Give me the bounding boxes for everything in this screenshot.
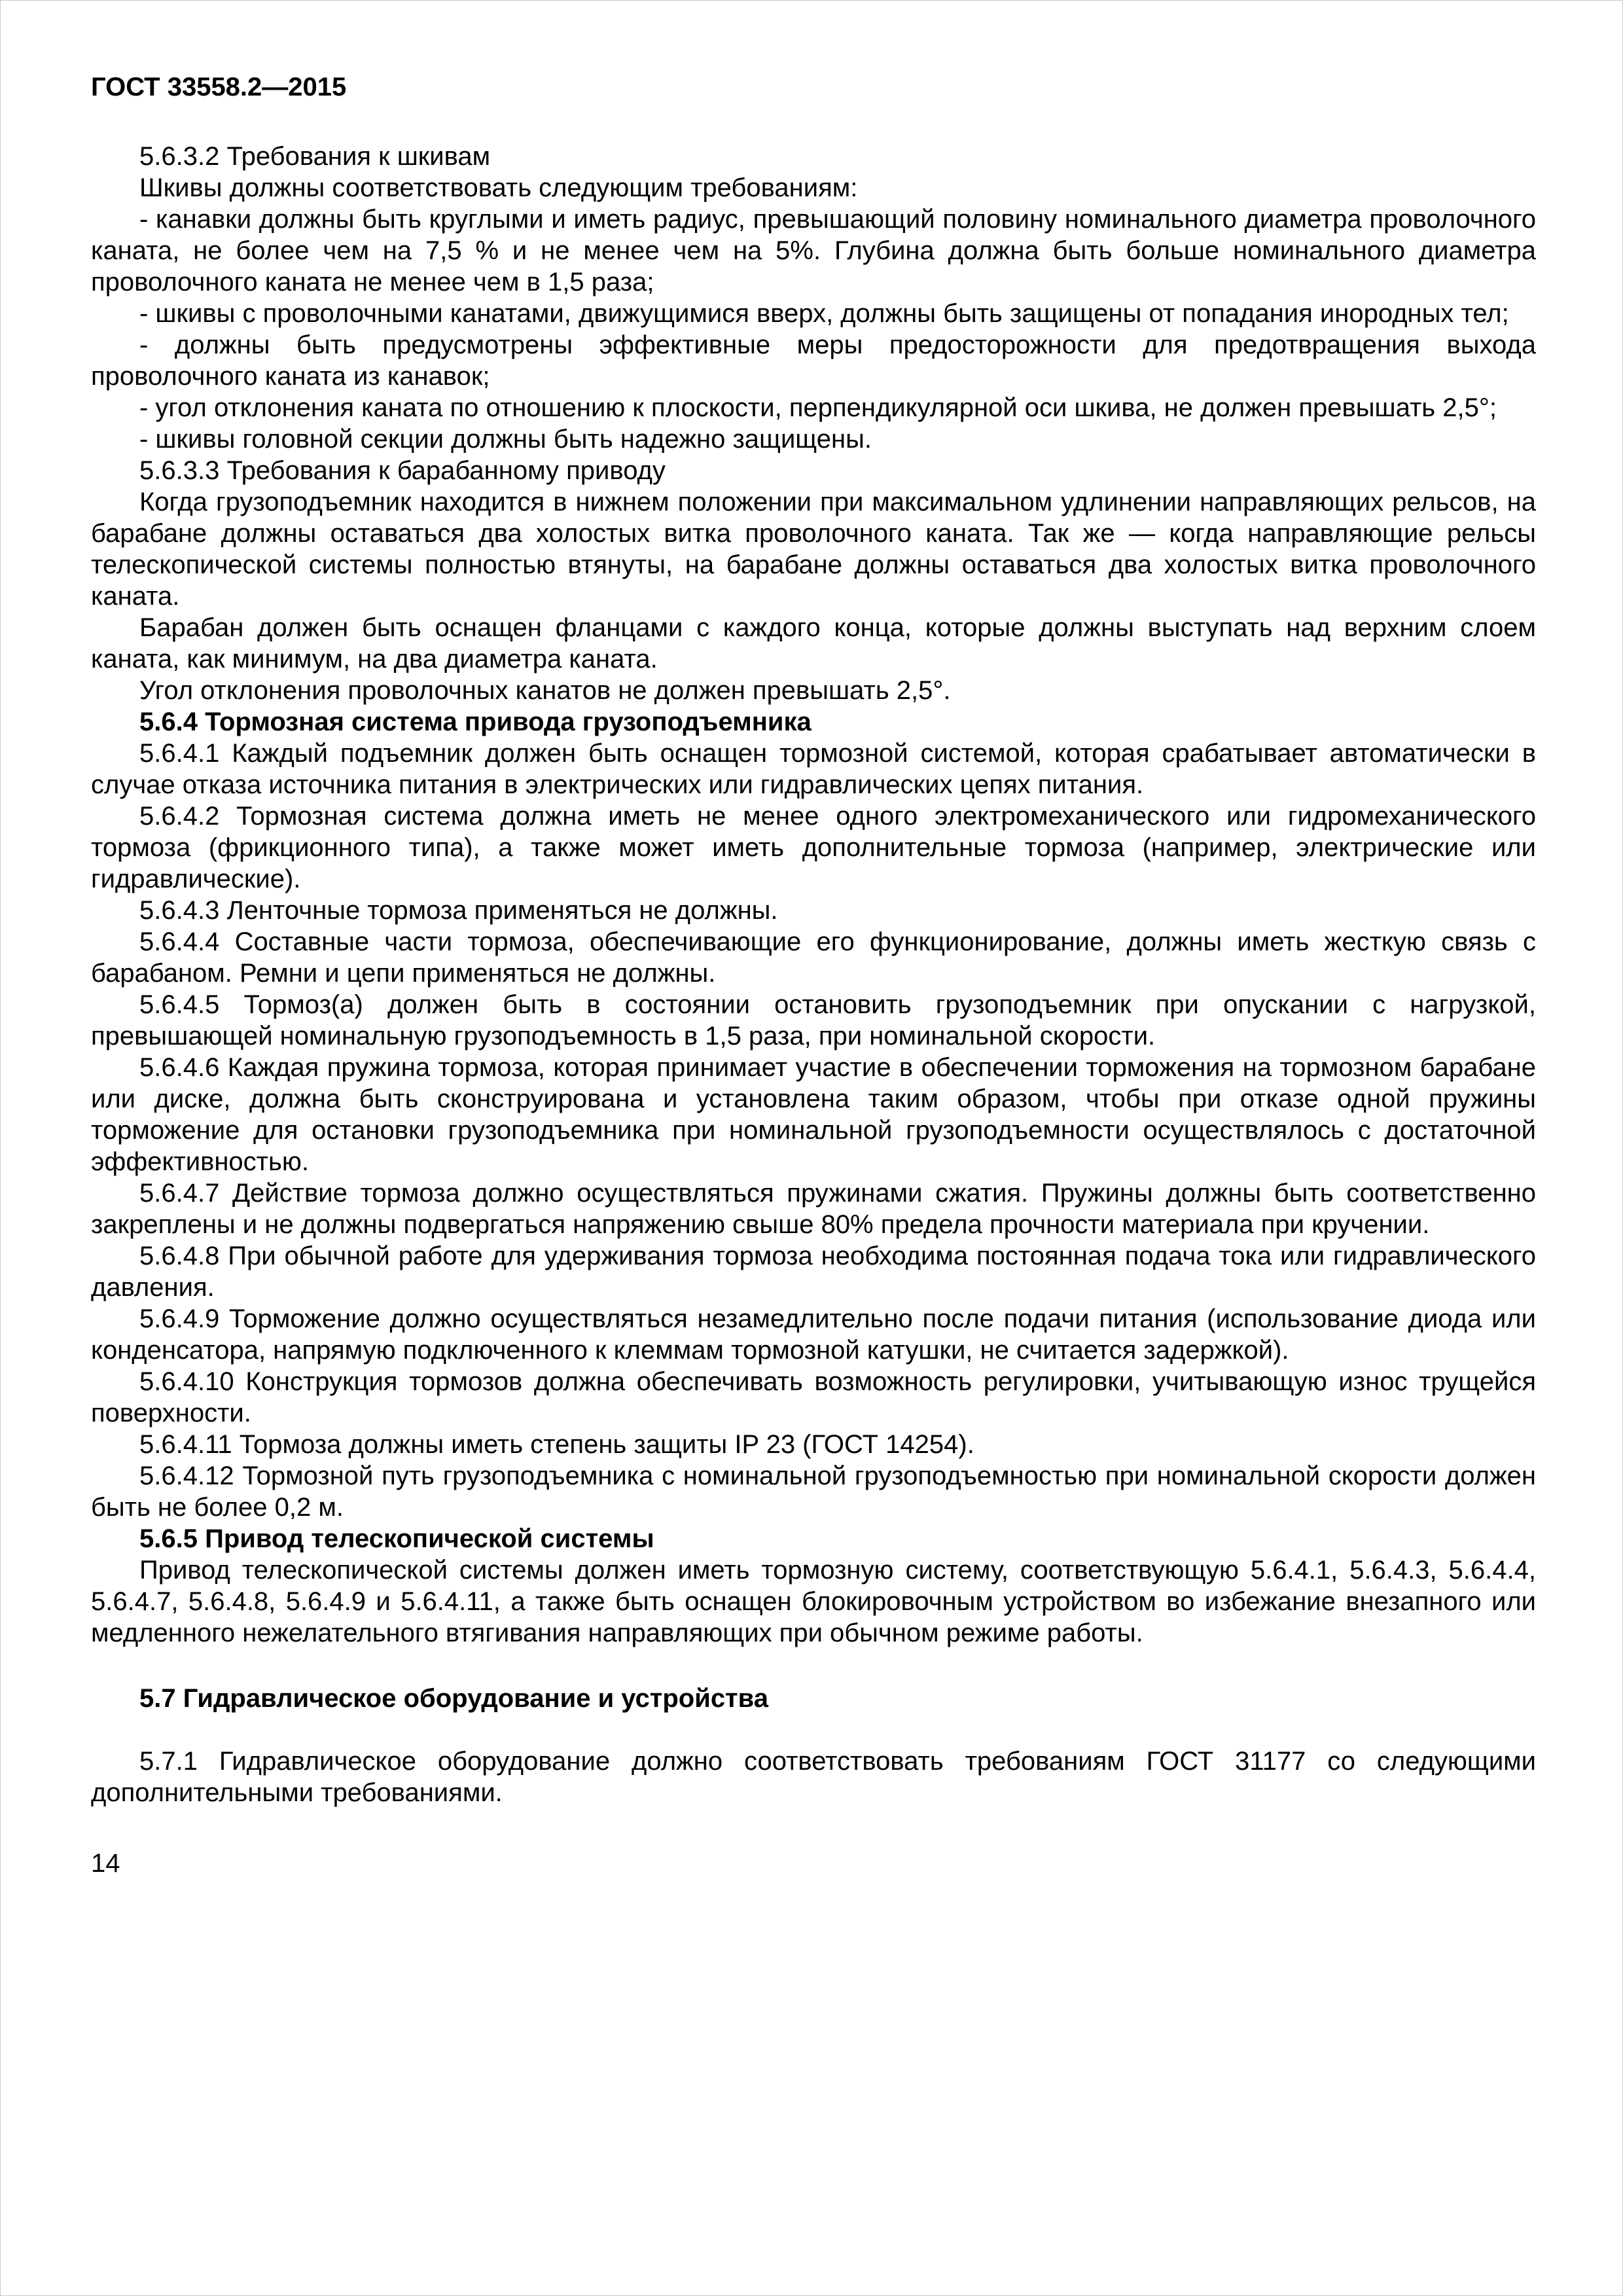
paragraph: - должны быть предусмотрены эффективные меры предосторожности для предотвращения выхода проволочного каната из канавок; bbox=[91, 331, 1536, 391]
paragraph: 5.6.5 Привод телескопической системы bbox=[139, 1524, 654, 1553]
paragraph: - угол отклонения каната по отношению к плоскости, перпендикулярной оси шкива, не должен превышать 2,5°; bbox=[139, 393, 1497, 422]
paragraph: 5.6.4.10 Конструкция тормозов должна обеспечивать возможность регулировки, учитывающую износ трущейся поверхности. bbox=[91, 1367, 1536, 1427]
paragraph: Угол отклонения проволочных канатов не должен превышать 2,5°. bbox=[139, 676, 951, 705]
paragraph: 5.6.4.12 Тормозной путь грузоподъемника с номинальной грузоподъемностью при номинальной скорости должен быть не более 0,2 м. bbox=[91, 1462, 1536, 1522]
paragraph: 5.7.1 Гидравлическое оборудование должно соответствовать требованиям ГОСТ 31177 со следующими дополнительными требованиями. bbox=[91, 1747, 1536, 1807]
paragraph: Когда грузоподъемник находится в нижнем положении при максимальном удлинении направляющих рельсов, на барабане должны оставаться два холостых витка проволочного каната. Так же — когда направляющие рельсы телескопической системы полностью втянуты, на барабане должны оставаться два холостых витка проволочного каната. bbox=[91, 488, 1536, 611]
paragraph: 5.6.4.5 Тормоз(а) должен быть в состоянии остановить грузоподъемник при опускании с нагрузкой, превышающей номинальную грузоподъемность в 1,5 раза, при номинальной скорости. bbox=[91, 990, 1536, 1050]
document-header-title: ГОСТ 33558.2—2015 bbox=[91, 73, 347, 101]
paragraph: 5.6.4 Тормозная система привода грузоподъемника bbox=[139, 708, 812, 736]
paragraph: Привод телескопической системы должен иметь тормозную систему, соответствующую 5.6.4.1, 5.6.4.3, 5.6.4.4, 5.6.4.7, 5.6.4.8, 5.6.4.9 и 5.6.4.11, а также быть оснащен блокировочным устройством во избежание внезапного или медленного нежелательного втягивания направляющих при обычном режиме работы. bbox=[91, 1556, 1536, 1647]
document-body bbox=[91, 141, 1536, 1808]
paragraph: - шкивы с проволочными канатами, движущимися вверх, должны быть защищены от попадания инородных тел; bbox=[139, 299, 1509, 328]
paragraph: - шкивы головной секции должны быть надежно защищены. bbox=[139, 425, 872, 454]
paragraph: 5.6.4.7 Действие тормоза должно осуществляться пружинами сжатия. Пружины должны быть соответственно закреплены и не должны подвергаться напряжению свыше 80% предела прочности материала при кручении. bbox=[91, 1179, 1536, 1239]
paragraph: 5.6.3.3 Требования к барабанному приводу bbox=[139, 456, 666, 485]
paragraph: Шкивы должны соответствовать следующим требованиям: bbox=[139, 173, 858, 202]
paragraph: 5.7 Гидравлическое оборудование и устройства bbox=[139, 1684, 768, 1713]
paragraph: 5.6.4.4 Составные части тормоза, обеспечивающие его функционирование, должны иметь жесткую связь с барабаном. Ремни и цепи применяться не должны. bbox=[91, 927, 1536, 988]
paragraph: 5.6.4.3 Ленточные тормоза применяться не должны. bbox=[139, 896, 778, 925]
paragraph: 5.6.4.2 Тормозная система должна иметь не менее одного электромеханического или гидромеханического тормоза (фрикционного типа), а также может иметь дополнительные тормоза (например, электрические или гидравлические). bbox=[91, 802, 1536, 893]
paragraph: 5.6.4.6 Каждая пружина тормоза, которая принимает участие в обеспечении торможения на тормозном барабане или диске, должна быть сконструирована и установлена таким образом, чтобы при отказе одной пружины торможение для остановки грузоподъемника при номинальной грузоподъемности осуществлялось с достаточной эффективностью. bbox=[91, 1053, 1536, 1176]
paragraph: 5.6.4.8 При обычной работе для удерживания тормоза необходима постоянная подача тока или гидравлического давления. bbox=[91, 1242, 1536, 1302]
paragraph: - канавки должны быть круглыми и иметь радиус, превышающий половину номинального диаметра проволочного каната, не более чем на 7,5 % и не менее чем на 5%. Глубина должна быть больше номинального диаметра проволочного каната не менее чем в 1,5 раза; bbox=[91, 205, 1536, 296]
paragraph: 5.6.3.2 Требования к шкивам bbox=[139, 142, 491, 171]
paragraph: 5.6.4.1 Каждый подъемник должен быть оснащен тормозной системой, которая срабатывает автоматически в случае отказа источника питания в электрических или гидравлических цепях питания. bbox=[91, 739, 1536, 799]
paragraph: 5.6.4.9 Торможение должно осуществляться незамедлительно после подачи питания (использование диода или конденсатора, напрямую подключенного к клеммам тормозной катушки, не считается задержкой). bbox=[91, 1304, 1536, 1365]
paragraph: Барабан должен быть оснащен фланцами с каждого конца, которые должны выступать над верхним слоем каната, как минимум, на два диаметра каната. bbox=[91, 613, 1536, 673]
page-number: 14 bbox=[91, 1849, 120, 1878]
paragraph: 5.6.4.11 Тормоза должны иметь степень защиты IP 23 (ГОСТ 14254). bbox=[139, 1430, 974, 1459]
